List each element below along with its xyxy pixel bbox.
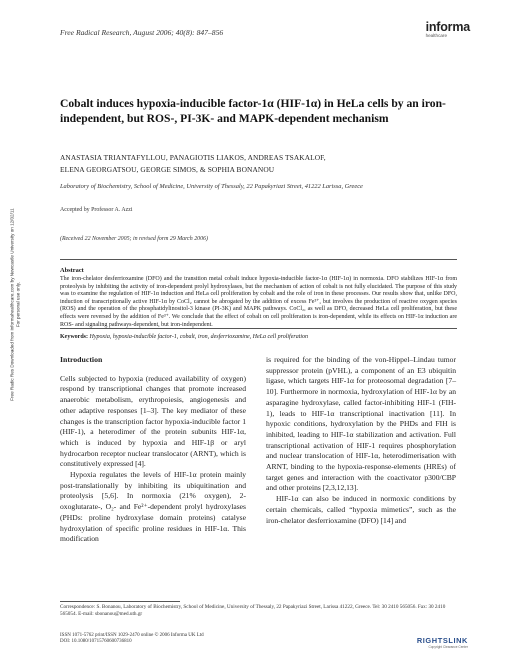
keywords-text: Hypoxia, hypoxia-inducible factor-1, cobalt, iron, desferrioxamine, HeLa cell proliferation [89, 334, 309, 340]
rightslink-mark: RIGHTSLINK [416, 636, 468, 645]
issn-line: ISSN 1071-5762 print/ISSN 1029-2470 online © 2006 Informa UK Ltd [60, 633, 204, 638]
introduction-heading: Introduction [60, 355, 103, 364]
affiliation: Laboratory of Biochemistry, School of Medicine, University of Thessaly, 22 Papakyriazi Street, 41222 Larissa, Greece [60, 183, 363, 190]
publisher-logo[interactable] [426, 20, 470, 38]
keywords-label: Keywords: [60, 334, 88, 340]
intro-paragraph-2: Hypoxia regulates the levels of HIF-1α protein mainly post-translationally by inhibiting its ubiquitination and proteolysis [5,6]. In normoxia (21% oxygen), 2-oxoglutarate-, O₂- and Fe²⁺-dependent prolyl hydroxylases (PHDs: proline hydroxylase domain proteins) catalyse hydroxylation of specific proline residues in HIF-1α. This modification [60, 470, 246, 544]
author-line-1: ANASTASIA TRIANTAFYLLOU, PANAGIOTIS LIAKOS, ANDREAS TSAKALOF, [60, 153, 326, 162]
accepted-by: Accepted by Professor A. Azzi [60, 207, 133, 213]
download-watermark [2, 190, 28, 420]
download-note-line2: For personal use only. [15, 282, 20, 328]
article-title: Cobalt induces hypoxia-inducible factor-1α (HIF-1α) in HeLa cells by an iron-independent, but ROS-, PI-3K- and MAPK-dependent mechanism [60, 97, 446, 125]
keywords [60, 334, 460, 340]
download-note-line1: Free Radic Res Downloaded from informahealthcare.com by Newcastle University on 12/02/11 [9, 208, 15, 402]
publisher-subbrand: healthcare [425, 33, 448, 38]
doi-line: DOI: 10.1080/10715760600736810 [60, 639, 132, 645]
body-column-left [60, 355, 246, 545]
rightslink-tagline: Copyright Clearance Center [428, 645, 468, 649]
abstract-top-rule [60, 259, 457, 260]
intro-paragraph-4: HIF-1α can also be induced in normoxic conditions by certain chemicals, called “hypoxia mimetics”, such as the iron-chelator desferrioxamine (DFO) [14] and [266, 494, 456, 525]
body-column-right [266, 355, 456, 526]
intro-paragraph-3: is required for the binding of the von-Hippel–Lindau tumor suppressor protein (pVHL), a component of an E3 ubiquitin ligase, which targets HIF-1α for proteosomal degradation [7–10]. Furthermore in normoxia, hydroxylation of HIF-1α by an asparagine hydroxylase, called factor-inhibiting HIF-1 (FIH-1), leads to HIF-1α transcriptional inactivation [11]. In hypoxic conditions, hydroxylation by the PHDs and FIH is inhibited, leading to HIF-1α stabilization and activation. Full transcriptional activation of HIF-1 requires phosphorylation and nuclear translocation of HIF-1α, heterodimerisation with ARNT, binding to the hypoxia-response-elements (HREs) of target genes and interaction with the coactivator p300/CBP and other proteins [2,3,12,13]. [266, 355, 456, 493]
correspondence-footnote: Correspondence: S. Bonanou, Laboratory of Biochemistry, School of Medicine, University of Thessaly, 22 Papakyriazi Street, Larissa 41222, Greece. Tel: 30 2410 565056. Fax: 30 2410 565054. E-mail: sbonanou@med.uth.gr [60, 604, 446, 617]
author-list [60, 152, 460, 176]
rightslink-logo[interactable] [417, 636, 468, 649]
journal-citation: Free Radical Research, August 2006; 40(8): 847–856 [60, 28, 224, 37]
author-line-2: ELENA GEORGATSOU, GEORGE SIMOS, & SOPHIA BONANOU [60, 165, 275, 174]
publication-identifiers [60, 633, 204, 646]
intro-paragraph-1: Cells subjected to hypoxia (reduced availability of oxygen) respond by transcriptional changes that promote increased anaerobic metabolism, erythropoiesis, angiogenesis and other adaptive responses [1–3]. The key mediator of these changes is the transcription factor hypoxia-inducible factor 1 (HIF-1), a heterodimer of the protein subunits HIF-1α, which is induced by hypoxia and HIF-1β or aryl hydrocarbon receptor nuclear translocator (ARNT), which is constitutively expressed [4]. [60, 373, 246, 469]
abstract-bottom-rule [60, 328, 457, 329]
abstract-text: The iron-chelator desferrioxamine (DFO) and the transition metal cobalt induce hypoxia-inducible factor-1α (HIF-1α) in normoxia. DFO stabilizes HIF-1α from proteolysis by inhibiting the activity of iron-dependent prolyl hydroxylases, but the mechanism of action of cobalt is not fully elucidated. The purpose of this study was to examine the regulation of HIF-1α induction and HeLa cell proliferation by cobalt and the role of iron in these processes. Our results show that, unlike DFO, induction of transcriptionally active HIF-1α by CoCl₂ cannot be abrogated by the addition of excess Fe³⁺, but involves the production of reactive oxygen species (ROS) and the operation of the phosphatidylinositol-3 kinase (PI-3K) and MAPK pathways. CoCl₂, as well as DFO, decreased HeLa cell proliferation, but these effects were reversed by the addition of Fe³⁺. We conclude that the effect of cobalt on cell proliferation is iron-dependent, while its effects on HIF-1α induction are ROS- and signaling pathways-dependent, but iron-independent. [60, 276, 457, 328]
publisher-brand: informa [425, 20, 470, 34]
abstract-heading: Abstract [60, 267, 84, 274]
received-dates: (Received 22 November 2005; in revised form 29 March 2006) [60, 236, 208, 242]
footnote-rule [60, 601, 180, 602]
